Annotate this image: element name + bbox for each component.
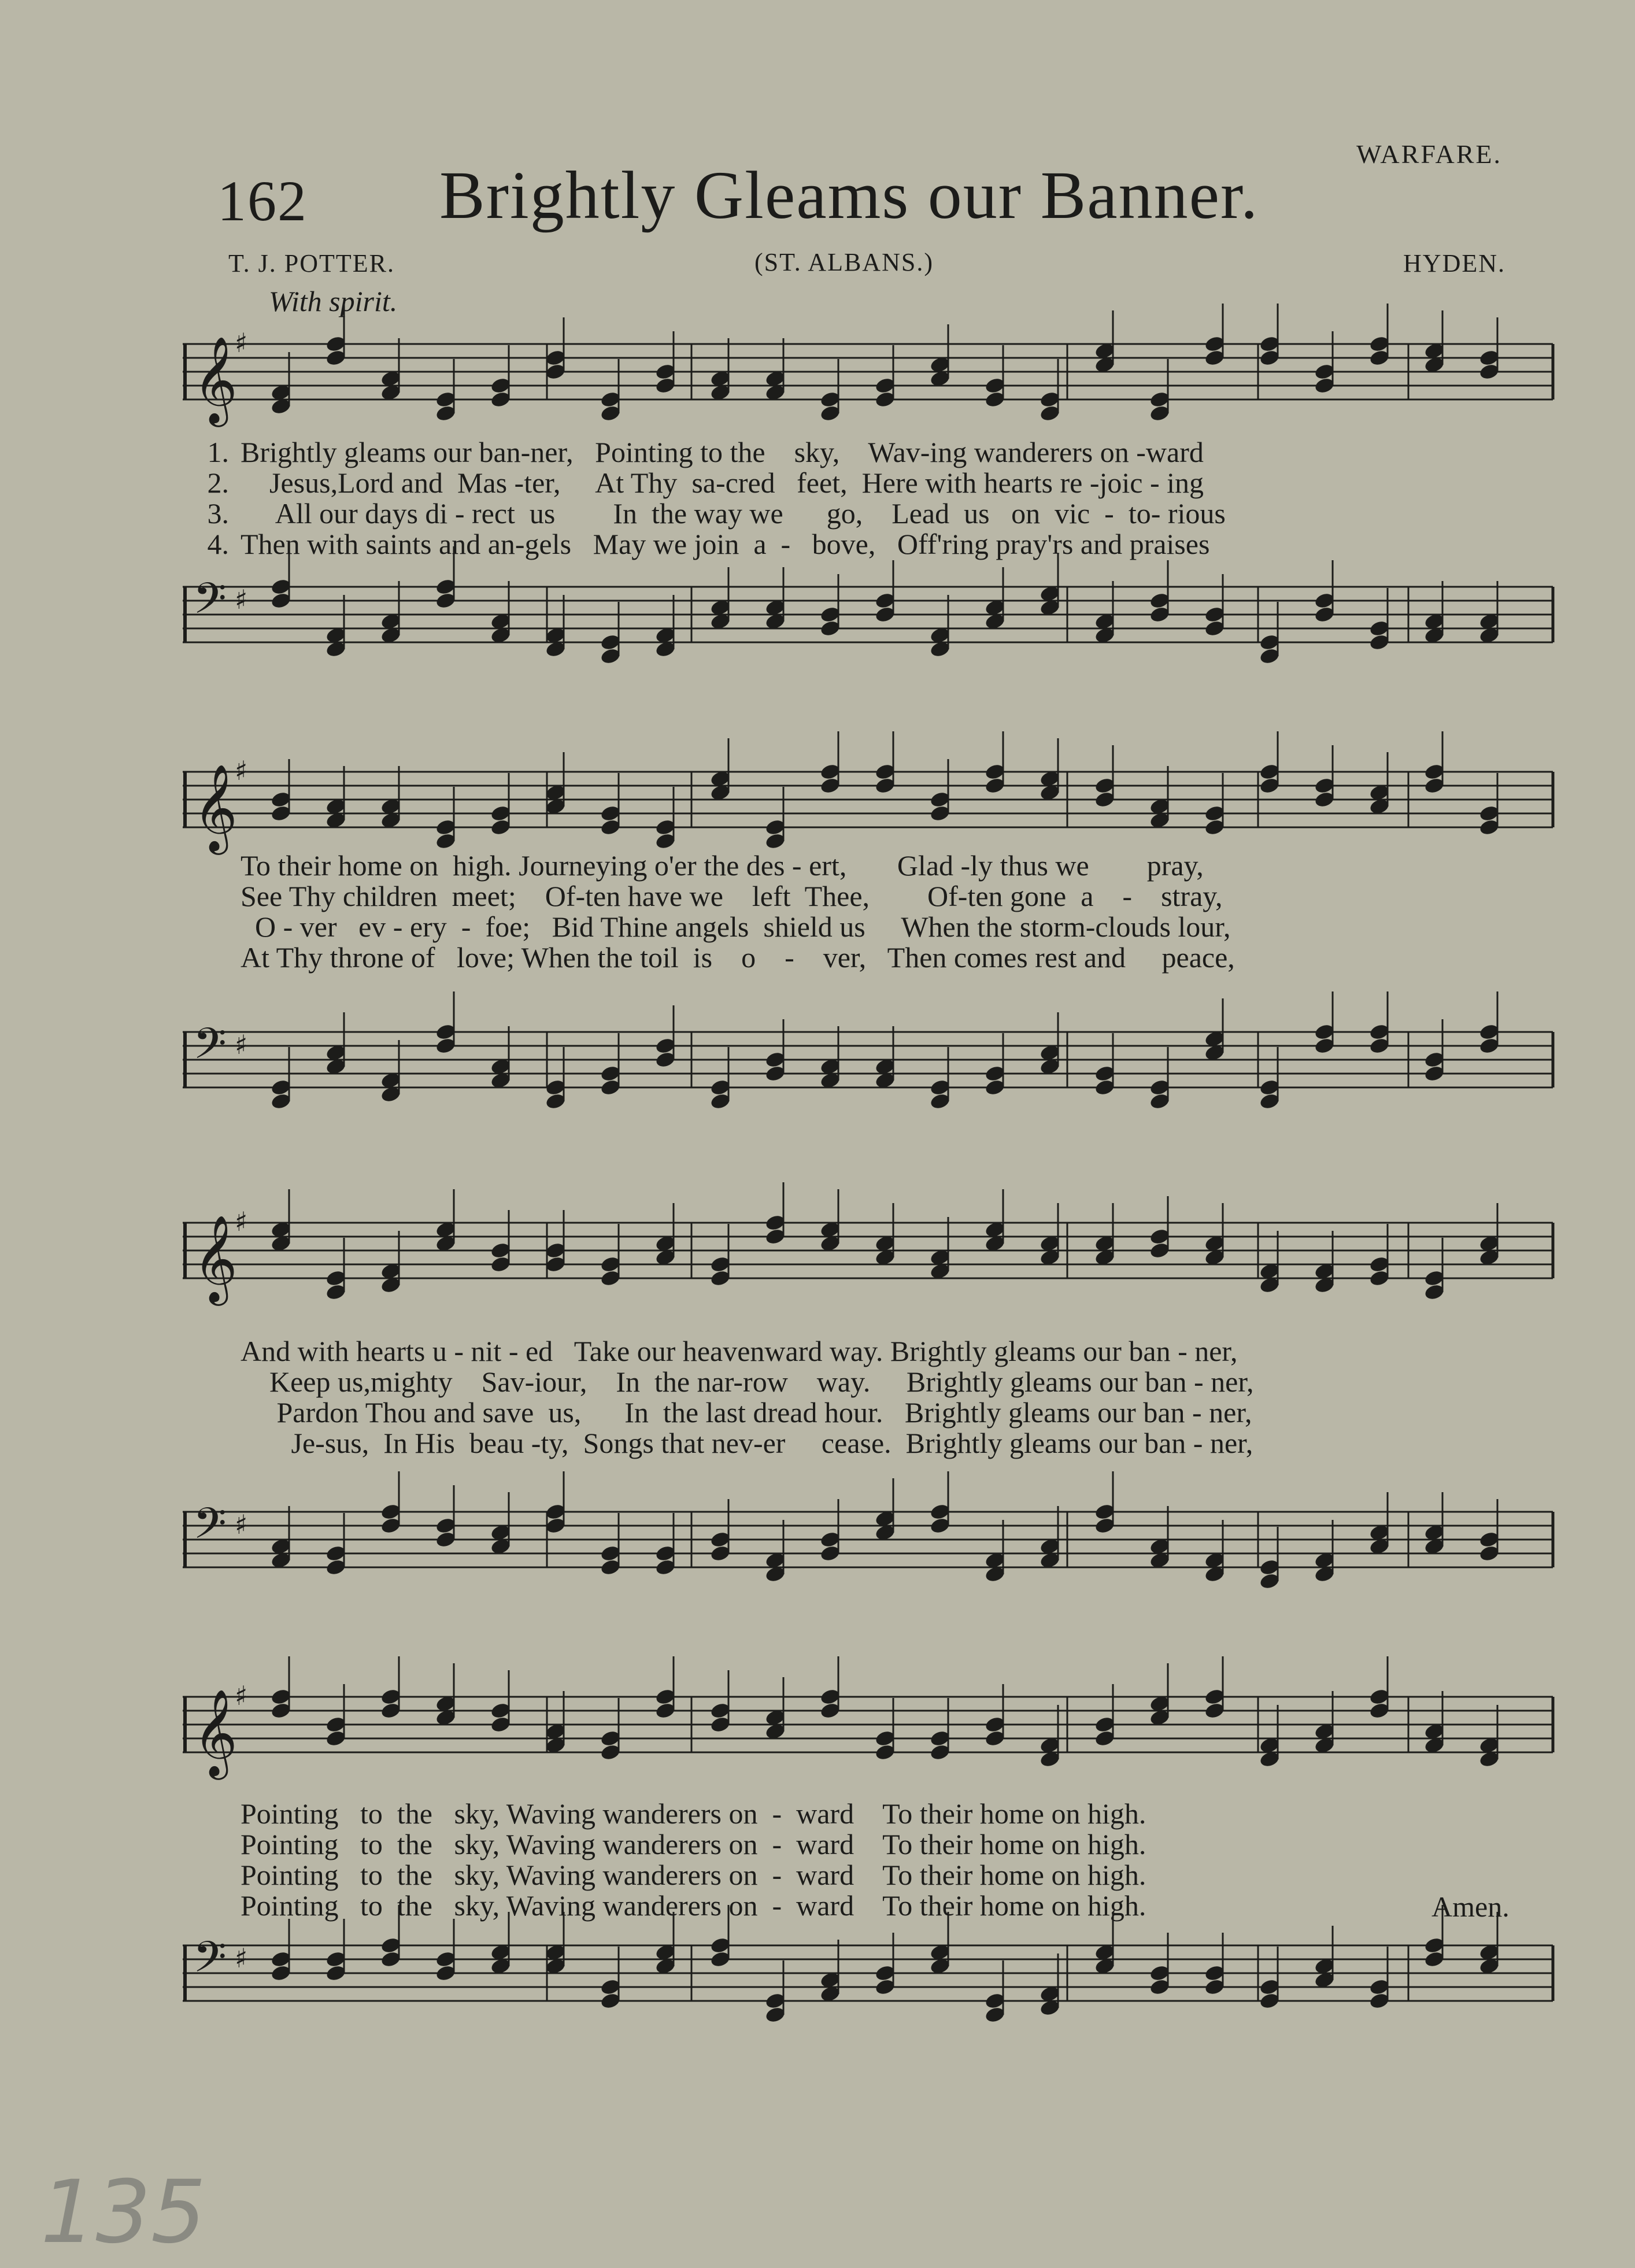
lyric-line: Pointing to the sky, Waving wanderers on - ward To their home on high.: [241, 1828, 1146, 1860]
lyric-line: 1. Brightly gleams our ban-ner, Pointing to the sky, Wav-ing wanderers on -ward: [207, 436, 1204, 468]
lyric-line: See Thy children meet; Of-ten have we left Thee, Of-ten gone a - stray,: [241, 880, 1223, 912]
key-sharp-icon: ♯: [235, 1029, 248, 1060]
lyric-line: Pointing to the sky, Waving wanderers on - ward To their home on high.: [241, 1797, 1146, 1830]
treble-staff: [183, 1677, 1559, 1775]
lyric-line: 3. All our days di - rect us In the way we go, Lead us on vic - to- rious: [207, 497, 1226, 530]
lyric-line: Keep us,mighty Sav-iour, In the nar-row way. Brightly gleams our ban - ner,: [241, 1366, 1254, 1398]
treble-staff: [183, 752, 1559, 850]
treble-staff: [183, 1203, 1559, 1301]
treble-staff: [183, 324, 1559, 422]
lyric-line: To their home on high. Journeying o'er the des - ert, Glad -ly thus we pray,: [241, 849, 1204, 882]
lyric-line: At Thy throne of love; When the toil is o - ver, Then comes rest and peace,: [241, 941, 1235, 974]
hymn-number: 162: [217, 169, 308, 233]
treble-clef-icon: 𝄞: [193, 1688, 238, 1776]
key-sharp-icon: ♯: [235, 755, 248, 786]
hymn-title: Brightly Gleams our Banner.: [439, 157, 1259, 233]
key-sharp-icon: ♯: [235, 1680, 248, 1711]
lyric-line: O - ver ev - ery - foe; Bid Thine angels shield us When the storm-clouds lour,: [241, 911, 1231, 943]
amen-text: Amen.: [1431, 1890, 1510, 1923]
composer-credit: HYDEN.: [1403, 249, 1505, 278]
lyric-line: 2. Jesus,Lord and Mas -ter, At Thy sa-cred feet, Here with hearts re -joic - ing: [207, 467, 1204, 499]
bass-clef-icon: 𝄢: [193, 574, 227, 634]
treble-clef-icon: 𝄞: [193, 763, 238, 851]
pencil-page-number: 135: [40, 2162, 206, 2263]
lyric-line: Pointing to the sky, Waving wanderers on - ward To their home on high.: [241, 1889, 1146, 1922]
bass-clef-icon: 𝄢: [193, 1932, 227, 1993]
tempo-marking: With spirit.: [269, 285, 398, 317]
author-credit: T. J. POTTER.: [228, 249, 395, 278]
lyric-line: Pardon Thou and save us, In the last dread hour. Brightly gleams our ban - ner,: [241, 1396, 1252, 1429]
bass-staff: [183, 1925, 1559, 2023]
key-sharp-icon: ♯: [235, 1943, 248, 1974]
bass-staff: [183, 1492, 1559, 1590]
lyric-line: Je-sus, In His beau -ty, Songs that nev-er cease. Brightly gleams our ban - ner,: [241, 1427, 1253, 1459]
bass-staff: [183, 1012, 1559, 1110]
lyric-line: And with hearts u - nit - ed Take our heavenward way. Brightly gleams our ban - ner,: [241, 1335, 1238, 1367]
section-label: WARFARE.: [1356, 139, 1502, 169]
key-sharp-icon: ♯: [235, 1206, 248, 1237]
bass-staff: [183, 567, 1559, 665]
treble-clef-icon: 𝄞: [193, 1214, 238, 1302]
lyric-line: 4. Then with saints and an-gels May we join a - bove, Off'ring pray'rs and praises: [207, 528, 1210, 560]
key-sharp-icon: ♯: [235, 584, 248, 615]
tune-name: (ST. ALBANS.): [754, 248, 934, 276]
bass-clef-icon: 𝄢: [193, 1019, 227, 1079]
key-sharp-icon: ♯: [235, 1509, 248, 1540]
key-sharp-icon: ♯: [235, 327, 248, 358]
bass-clef-icon: 𝄢: [193, 1499, 227, 1559]
lyric-line: Pointing to the sky, Waving wanderers on - ward To their home on high.: [241, 1859, 1146, 1891]
treble-clef-icon: 𝄞: [193, 335, 238, 423]
